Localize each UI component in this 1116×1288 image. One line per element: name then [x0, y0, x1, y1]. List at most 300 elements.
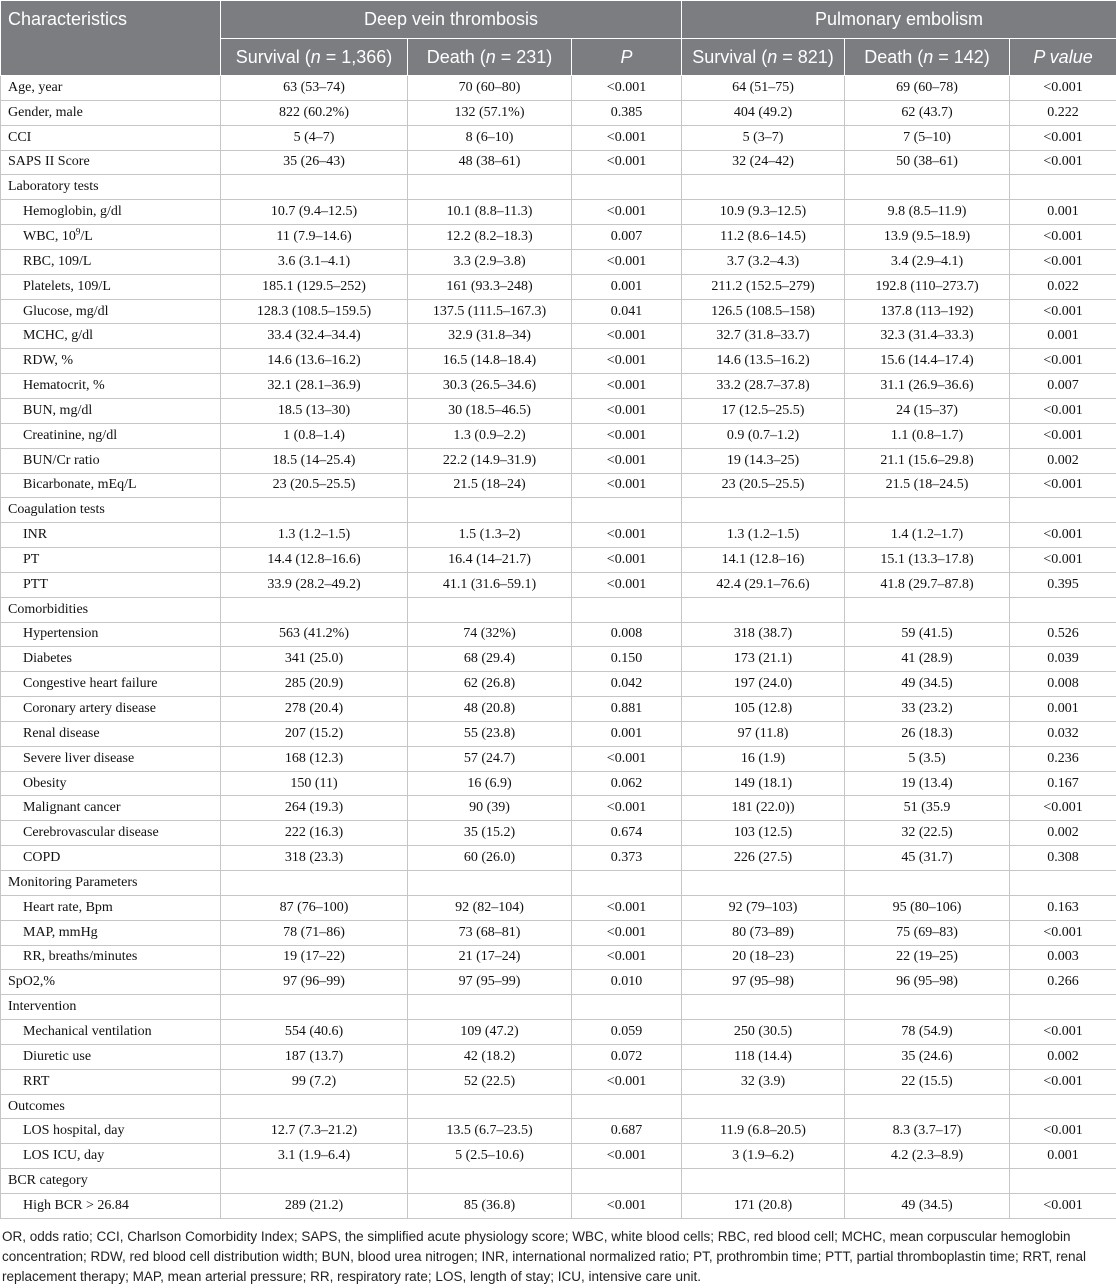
- table-cell: [221, 498, 408, 523]
- row-label: BUN, mg/dl: [1, 398, 221, 423]
- table-cell: [1010, 175, 1116, 200]
- table-cell: [1010, 1169, 1116, 1194]
- table-cell: <0.001: [572, 473, 682, 498]
- table-cell: <0.001: [1010, 125, 1116, 150]
- table-cell: 0.002: [1010, 448, 1116, 473]
- category-row: [1, 498, 1116, 523]
- table-cell: <0.001: [572, 1144, 682, 1169]
- table-row: [1, 398, 1116, 423]
- header-group-dvt: Deep vein thrombosis: [221, 1, 682, 39]
- table-cell: 30.3 (26.5–34.6): [408, 374, 572, 399]
- table-cell: 0.150: [572, 647, 682, 672]
- table-cell: <0.001: [572, 125, 682, 150]
- table-cell: <0.001: [572, 1069, 682, 1094]
- table-cell: 173 (21.1): [682, 647, 845, 672]
- table-row: [1, 225, 1116, 250]
- table-cell: <0.001: [1010, 349, 1116, 374]
- table-cell: [1010, 871, 1116, 896]
- table-row: [1, 100, 1116, 125]
- table-row: [1, 771, 1116, 796]
- table-cell: <0.001: [1010, 1069, 1116, 1094]
- table-row: [1, 572, 1116, 597]
- table-cell: 0.008: [572, 622, 682, 647]
- table-row: [1, 548, 1116, 573]
- table-cell: 17 (12.5–25.5): [682, 398, 845, 423]
- table-row: [1, 821, 1116, 846]
- table-cell: 0.385: [572, 100, 682, 125]
- table-cell: <0.001: [1010, 796, 1116, 821]
- table-cell: 23 (20.5–25.5): [221, 473, 408, 498]
- table-row: [1, 920, 1116, 945]
- table-cell: 32 (24–42): [682, 150, 845, 175]
- table-cell: 55 (23.8): [408, 721, 572, 746]
- table-cell: 0.032: [1010, 721, 1116, 746]
- table-cell: 1.5 (1.3–2): [408, 523, 572, 548]
- table-cell: 33 (23.2): [845, 697, 1010, 722]
- table-row: [1, 895, 1116, 920]
- table-cell: 20 (18–23): [682, 945, 845, 970]
- table-cell: 68 (29.4): [408, 647, 572, 672]
- table-cell: <0.001: [572, 746, 682, 771]
- row-label: Diuretic use: [1, 1044, 221, 1069]
- table-cell: 60 (26.0): [408, 846, 572, 871]
- table-cell: 0.008: [1010, 672, 1116, 697]
- table-cell: 64 (51–75): [682, 76, 845, 101]
- table-cell: 14.4 (12.8–16.6): [221, 548, 408, 573]
- table-cell: 18.5 (14–25.4): [221, 448, 408, 473]
- row-label: PT: [1, 548, 221, 573]
- category-row: [1, 871, 1116, 896]
- table-cell: [408, 175, 572, 200]
- row-label: High BCR > 26.84: [1, 1193, 221, 1218]
- table-cell: <0.001: [1010, 76, 1116, 101]
- row-label: Age, year: [1, 76, 221, 101]
- table-cell: <0.001: [1010, 299, 1116, 324]
- row-label: Glucose, mg/dl: [1, 299, 221, 324]
- table-cell: 1.3 (1.2–1.5): [682, 523, 845, 548]
- table-cell: [572, 1169, 682, 1194]
- table-cell: 3.1 (1.9–6.4): [221, 1144, 408, 1169]
- table-cell: 3.7 (3.2–4.3): [682, 249, 845, 274]
- category-label: Comorbidities: [1, 597, 221, 622]
- table-cell: <0.001: [1010, 1020, 1116, 1045]
- table-cell: 318 (23.3): [221, 846, 408, 871]
- table-cell: <0.001: [572, 423, 682, 448]
- table-cell: <0.001: [572, 349, 682, 374]
- table-cell: 0.526: [1010, 622, 1116, 647]
- table-cell: 211.2 (152.5–279): [682, 274, 845, 299]
- table-cell: 33.9 (28.2–49.2): [221, 572, 408, 597]
- table-cell: 5 (3–7): [682, 125, 845, 150]
- header-pe-p-value: P value: [1010, 39, 1116, 76]
- table-cell: 181 (22.0)): [682, 796, 845, 821]
- table-row: [1, 622, 1116, 647]
- row-label: LOS hospital, day: [1, 1119, 221, 1144]
- table-cell: [845, 871, 1010, 896]
- row-label: Obesity: [1, 771, 221, 796]
- table-cell: 118 (14.4): [682, 1044, 845, 1069]
- table-cell: [221, 995, 408, 1020]
- table-cell: [572, 995, 682, 1020]
- table-cell: 73 (68–81): [408, 920, 572, 945]
- header-pe-death: Death (n = 142): [845, 39, 1010, 76]
- table-cell: 22.2 (14.9–31.9): [408, 448, 572, 473]
- table-cell: 0.002: [1010, 1044, 1116, 1069]
- table-cell: [572, 175, 682, 200]
- table-cell: 9.8 (8.5–11.9): [845, 200, 1010, 225]
- table-cell: 0.001: [1010, 200, 1116, 225]
- table-cell: 12.2 (8.2–18.3): [408, 225, 572, 250]
- table-row: [1, 324, 1116, 349]
- table-row: [1, 1069, 1116, 1094]
- table-cell: 21.5 (18–24.5): [845, 473, 1010, 498]
- table-cell: 0.163: [1010, 895, 1116, 920]
- table-cell: 87 (76–100): [221, 895, 408, 920]
- category-row: [1, 1094, 1116, 1119]
- table-cell: 7 (5–10): [845, 125, 1010, 150]
- table-cell: 563 (41.2%): [221, 622, 408, 647]
- table-cell: 0.308: [1010, 846, 1116, 871]
- table-row: [1, 523, 1116, 548]
- table-cell: 45 (31.7): [845, 846, 1010, 871]
- table-cell: 90 (39): [408, 796, 572, 821]
- row-label: INR: [1, 523, 221, 548]
- table-cell: 16 (6.9): [408, 771, 572, 796]
- table-cell: [682, 1169, 845, 1194]
- table-cell: 0.674: [572, 821, 682, 846]
- table-cell: 22 (19–25): [845, 945, 1010, 970]
- table-cell: 70 (60–80): [408, 76, 572, 101]
- table-cell: [221, 597, 408, 622]
- category-row: [1, 995, 1116, 1020]
- table-cell: 11.9 (6.8–20.5): [682, 1119, 845, 1144]
- table-cell: 14.6 (13.5–16.2): [682, 349, 845, 374]
- table-cell: 3.3 (2.9–3.8): [408, 249, 572, 274]
- table-cell: 103 (12.5): [682, 821, 845, 846]
- table-cell: <0.001: [1010, 249, 1116, 274]
- table-cell: 48 (38–61): [408, 150, 572, 175]
- table-cell: [572, 1094, 682, 1119]
- table-cell: 0.001: [1010, 697, 1116, 722]
- table-cell: 0.001: [1010, 324, 1116, 349]
- table-cell: 0.001: [572, 721, 682, 746]
- table-cell: 41 (28.9): [845, 647, 1010, 672]
- table-cell: 3.4 (2.9–4.1): [845, 249, 1010, 274]
- table-cell: 48 (20.8): [408, 697, 572, 722]
- row-label: CCI: [1, 125, 221, 150]
- table-cell: 250 (30.5): [682, 1020, 845, 1045]
- row-label: Bicarbonate, mEq/L: [1, 473, 221, 498]
- table-cell: 19 (14.3–25): [682, 448, 845, 473]
- table-cell: 1 (0.8–1.4): [221, 423, 408, 448]
- table-cell: 285 (20.9): [221, 672, 408, 697]
- table-cell: 404 (49.2): [682, 100, 845, 125]
- table-cell: <0.001: [572, 150, 682, 175]
- table-cell: 74 (32%): [408, 622, 572, 647]
- table-cell: 0.010: [572, 970, 682, 995]
- header-dvt-death: Death (n = 231): [408, 39, 572, 76]
- table-row: [1, 200, 1116, 225]
- table-cell: <0.001: [572, 572, 682, 597]
- table-cell: 63 (53–74): [221, 76, 408, 101]
- row-label: Platelets, 109/L: [1, 274, 221, 299]
- table-row: [1, 473, 1116, 498]
- table-cell: <0.001: [572, 374, 682, 399]
- table-cell: 150 (11): [221, 771, 408, 796]
- table-cell: <0.001: [572, 895, 682, 920]
- category-label: Intervention: [1, 995, 221, 1020]
- row-label: Hematocrit, %: [1, 374, 221, 399]
- table-cell: 97 (11.8): [682, 721, 845, 746]
- category-row: [1, 597, 1116, 622]
- table-cell: <0.001: [572, 448, 682, 473]
- table-cell: 8.3 (3.7–17): [845, 1119, 1010, 1144]
- table-cell: 41.1 (31.6–59.1): [408, 572, 572, 597]
- row-label: Heart rate, Bpm: [1, 895, 221, 920]
- table-cell: 137.8 (113–192): [845, 299, 1010, 324]
- row-label: MAP, mmHg: [1, 920, 221, 945]
- table-cell: <0.001: [1010, 1119, 1116, 1144]
- table-cell: [682, 871, 845, 896]
- table-cell: <0.001: [572, 398, 682, 423]
- table-cell: [1010, 597, 1116, 622]
- table-cell: 19 (13.4): [845, 771, 1010, 796]
- table-cell: 226 (27.5): [682, 846, 845, 871]
- table-cell: 51 (35.9: [845, 796, 1010, 821]
- table-cell: 0.003: [1010, 945, 1116, 970]
- table-cell: 1.1 (0.8–1.7): [845, 423, 1010, 448]
- table-cell: 0.001: [1010, 1144, 1116, 1169]
- table-cell: 99 (7.2): [221, 1069, 408, 1094]
- table-cell: 49 (34.5): [845, 1193, 1010, 1218]
- table-cell: [1010, 995, 1116, 1020]
- table-row: [1, 945, 1116, 970]
- table-row: [1, 796, 1116, 821]
- table-cell: <0.001: [1010, 225, 1116, 250]
- table-cell: [845, 175, 1010, 200]
- table-row: [1, 721, 1116, 746]
- row-label: Diabetes: [1, 647, 221, 672]
- table-cell: [221, 175, 408, 200]
- table-row: [1, 125, 1116, 150]
- table-cell: [845, 1094, 1010, 1119]
- row-label: LOS ICU, day: [1, 1144, 221, 1169]
- table-row: [1, 448, 1116, 473]
- table-row: [1, 846, 1116, 871]
- table-cell: 32.7 (31.8–33.7): [682, 324, 845, 349]
- row-label: WBC, $10^9/L$: [1, 225, 221, 250]
- table-cell: 75 (69–83): [845, 920, 1010, 945]
- row-label: SpO2,%: [1, 970, 221, 995]
- table-row: [1, 1020, 1116, 1045]
- table-row: [1, 274, 1116, 299]
- table-cell: <0.001: [1010, 398, 1116, 423]
- table-cell: 92 (79–103): [682, 895, 845, 920]
- table-cell: 16.5 (14.8–18.4): [408, 349, 572, 374]
- table-cell: 0.041: [572, 299, 682, 324]
- row-label: RR, breaths/minutes: [1, 945, 221, 970]
- table-cell: 42.4 (29.1–76.6): [682, 572, 845, 597]
- table-cell: 0.039: [1010, 647, 1116, 672]
- table-row: [1, 746, 1116, 771]
- table-cell: 128.3 (108.5–159.5): [221, 299, 408, 324]
- row-label: Gender, male: [1, 100, 221, 125]
- table-cell: <0.001: [1010, 523, 1116, 548]
- table-cell: [221, 871, 408, 896]
- table-cell: 18.5 (13–30): [221, 398, 408, 423]
- category-label: Monitoring Parameters: [1, 871, 221, 896]
- table-cell: [221, 1169, 408, 1194]
- table-cell: [408, 498, 572, 523]
- table-cell: 33.2 (28.7–37.8): [682, 374, 845, 399]
- table-row: [1, 1119, 1116, 1144]
- table-cell: 0.9 (0.7–1.2): [682, 423, 845, 448]
- table-cell: [221, 1094, 408, 1119]
- table-cell: 11.2 (8.6–14.5): [682, 225, 845, 250]
- table-cell: 24 (15–37): [845, 398, 1010, 423]
- table-cell: 0.062: [572, 771, 682, 796]
- table-cell: 1.4 (1.2–1.7): [845, 523, 1010, 548]
- table-row: [1, 150, 1116, 175]
- table-cell: 5 (4–7): [221, 125, 408, 150]
- table-row: [1, 374, 1116, 399]
- table-cell: <0.001: [1010, 920, 1116, 945]
- table-cell: 0.687: [572, 1119, 682, 1144]
- table-cell: [408, 1094, 572, 1119]
- table-cell: 13.9 (9.5–18.9): [845, 225, 1010, 250]
- table-cell: [682, 1094, 845, 1119]
- header-group-pe: Pulmonary embolism: [682, 1, 1116, 39]
- table-cell: 52 (22.5): [408, 1069, 572, 1094]
- row-label: Hemoglobin, g/dl: [1, 200, 221, 225]
- table-cell: 42 (18.2): [408, 1044, 572, 1069]
- table-cell: 19 (17–22): [221, 945, 408, 970]
- table-cell: [682, 498, 845, 523]
- table-cell: <0.001: [1010, 150, 1116, 175]
- table-cell: 132 (57.1%): [408, 100, 572, 125]
- category-label: Coagulation tests: [1, 498, 221, 523]
- table-cell: 0.001: [572, 274, 682, 299]
- table-cell: [572, 498, 682, 523]
- table-cell: 0.222: [1010, 100, 1116, 125]
- table-cell: 30 (18.5–46.5): [408, 398, 572, 423]
- table-cell: 149 (18.1): [682, 771, 845, 796]
- table-cell: 168 (12.3): [221, 746, 408, 771]
- table-cell: 32.3 (31.4–33.3): [845, 324, 1010, 349]
- row-label: RRT: [1, 1069, 221, 1094]
- row-label: Congestive heart failure: [1, 672, 221, 697]
- table-cell: 57 (24.7): [408, 746, 572, 771]
- row-label: RBC, 109/L: [1, 249, 221, 274]
- table-row: [1, 697, 1116, 722]
- table-cell: 8 (6–10): [408, 125, 572, 150]
- table-cell: <0.001: [572, 249, 682, 274]
- table-cell: 21 (17–24): [408, 945, 572, 970]
- row-label: Malignant cancer: [1, 796, 221, 821]
- table-cell: 10.9 (9.3–12.5): [682, 200, 845, 225]
- table-cell: [1010, 1094, 1116, 1119]
- table-cell: 1.3 (0.9–2.2): [408, 423, 572, 448]
- row-label: Severe liver disease: [1, 746, 221, 771]
- table-cell: 80 (73–89): [682, 920, 845, 945]
- table-cell: [845, 995, 1010, 1020]
- table-cell: 0.373: [572, 846, 682, 871]
- table-cell: <0.001: [1010, 1193, 1116, 1218]
- table-row: [1, 1193, 1116, 1218]
- table-cell: 49 (34.5): [845, 672, 1010, 697]
- row-label: PTT: [1, 572, 221, 597]
- table-cell: 10.7 (9.4–12.5): [221, 200, 408, 225]
- table-body: [1, 76, 1116, 1219]
- row-label: Creatinine, ng/dl: [1, 423, 221, 448]
- category-row: [1, 175, 1116, 200]
- table-cell: 137.5 (111.5–167.3): [408, 299, 572, 324]
- table-cell: <0.001: [1010, 548, 1116, 573]
- table-cell: <0.001: [572, 920, 682, 945]
- table-footnote: OR, odds ratio; CCI, Charlson Comorbidity Index; SAPS, the simplified acute physiology score; WBC, white blood cells; RBC, red blood cell; MCHC, mean corpuscular hemoglobin concentration; RDW, red blood cell distribution width; BUN, blood urea nitrogen; INR, international normalized ratio; PT, prothrombin time; PTT, partial thromboplastin time; RRT, renal replacement therapy; MAP, mean arterial pressure; RR, respiratory rate; LOS, length of stay; ICU, intensive care unit.: [2, 1228, 1086, 1284]
- table-cell: 5 (3.5): [845, 746, 1010, 771]
- table-cell: <0.001: [1010, 423, 1116, 448]
- table-cell: 92 (82–104): [408, 895, 572, 920]
- table-cell: 14.1 (12.8–16): [682, 548, 845, 573]
- table-cell: 109 (47.2): [408, 1020, 572, 1045]
- table-cell: 3.6 (3.1–4.1): [221, 249, 408, 274]
- row-label: COPD: [1, 846, 221, 871]
- table-cell: 78 (71–86): [221, 920, 408, 945]
- table-cell: 12.7 (7.3–21.2): [221, 1119, 408, 1144]
- table-row: [1, 423, 1116, 448]
- table-cell: [845, 597, 1010, 622]
- table-cell: [682, 175, 845, 200]
- category-label: Outcomes: [1, 1094, 221, 1119]
- table-cell: <0.001: [572, 548, 682, 573]
- table-cell: 35 (26–43): [221, 150, 408, 175]
- table-cell: 41.8 (29.7–87.8): [845, 572, 1010, 597]
- table-cell: <0.001: [572, 76, 682, 101]
- table-cell: 0.072: [572, 1044, 682, 1069]
- table-cell: 32 (22.5): [845, 821, 1010, 846]
- table-cell: 0.042: [572, 672, 682, 697]
- table-cell: 32.9 (31.8–34): [408, 324, 572, 349]
- row-label: Cerebrovascular disease: [1, 821, 221, 846]
- table-cell: 13.5 (6.7–23.5): [408, 1119, 572, 1144]
- table-cell: <0.001: [1010, 473, 1116, 498]
- table-cell: 0.007: [1010, 374, 1116, 399]
- row-label: RDW, %: [1, 349, 221, 374]
- row-label: Coronary artery disease: [1, 697, 221, 722]
- row-label: Hypertension: [1, 622, 221, 647]
- table-row: [1, 299, 1116, 324]
- table-row: [1, 1144, 1116, 1169]
- table-cell: 185.1 (129.5–252): [221, 274, 408, 299]
- table-cell: 32.1 (28.1–36.9): [221, 374, 408, 399]
- table-cell: 0.167: [1010, 771, 1116, 796]
- table-cell: <0.001: [572, 200, 682, 225]
- table-row: [1, 349, 1116, 374]
- table-cell: 11 (7.9–14.6): [221, 225, 408, 250]
- row-label: SAPS II Score: [1, 150, 221, 175]
- table-cell: 22 (15.5): [845, 1069, 1010, 1094]
- table-cell: 264 (19.3): [221, 796, 408, 821]
- table-cell: 62 (43.7): [845, 100, 1010, 125]
- table-cell: 15.6 (14.4–17.4): [845, 349, 1010, 374]
- table-cell: 16.4 (14–21.7): [408, 548, 572, 573]
- table-cell: 161 (93.3–248): [408, 274, 572, 299]
- table-cell: 95 (80–106): [845, 895, 1010, 920]
- table-cell: 35 (24.6): [845, 1044, 1010, 1069]
- table-cell: [408, 871, 572, 896]
- table-cell: 171 (20.8): [682, 1193, 845, 1218]
